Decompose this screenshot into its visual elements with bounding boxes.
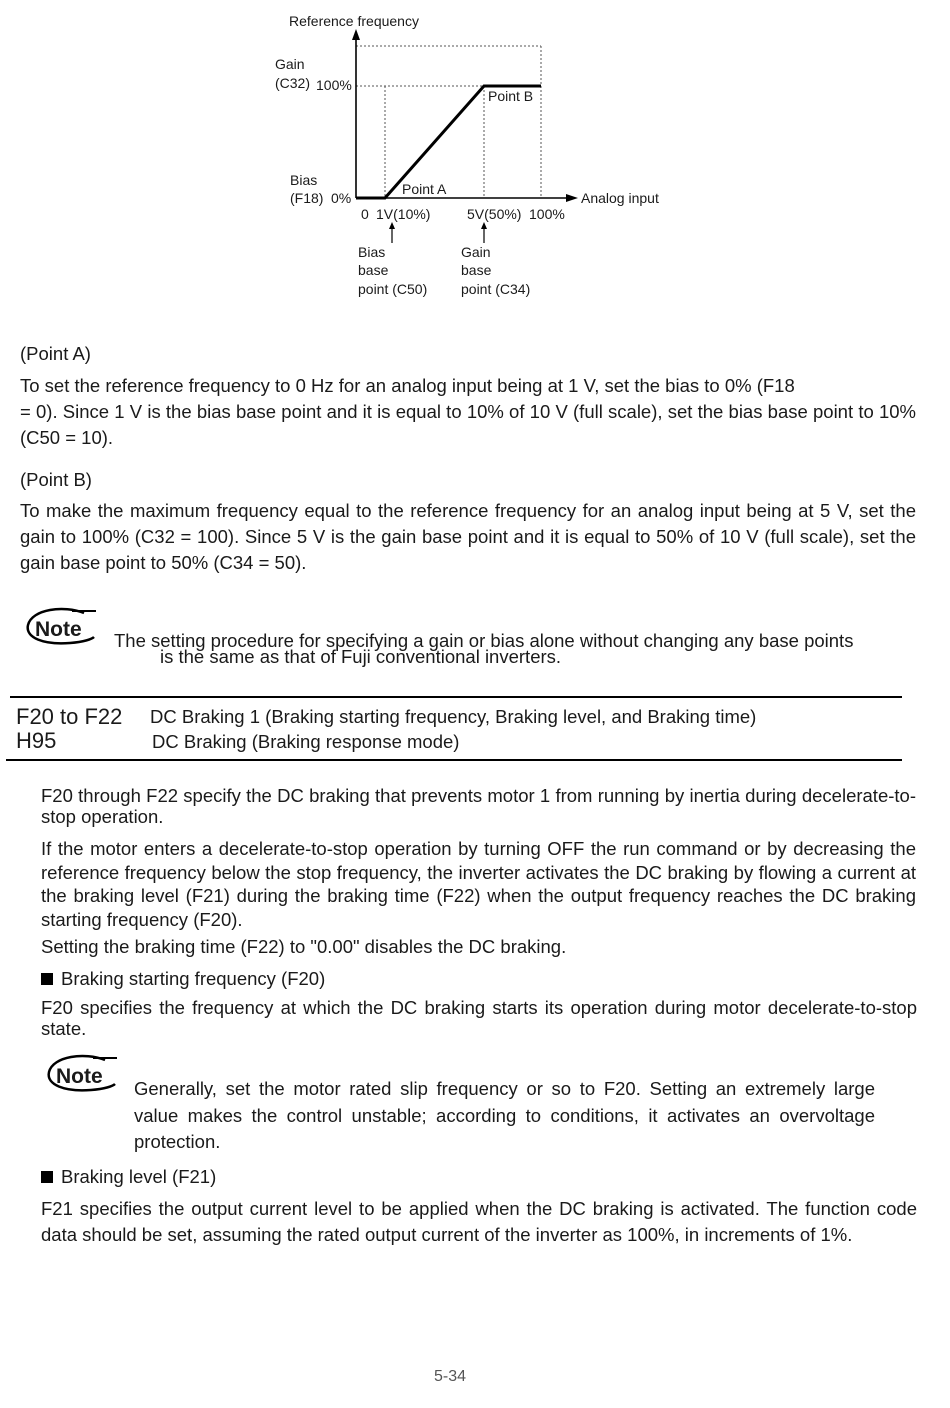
note-icon bbox=[45, 1054, 119, 1094]
gain-value-label: 100% bbox=[316, 77, 352, 93]
gain-base-label-1: Gain bbox=[461, 244, 491, 260]
braking-level-text: F21 specifies the output current level to be applied when the DC braking is activated. The function code data should be set, assuming the rated output current of the inverter as 100%, in increments of 1%. bbox=[41, 1198, 917, 1245]
bias-base-arrowhead bbox=[389, 222, 395, 229]
braking-start-text: F20 specifies the frequency at which the DC braking starts its operation during motor decelerate-to-stop state. bbox=[41, 997, 917, 1039]
gain-bias-figure bbox=[0, 0, 950, 310]
point-b-text: To make the maximum frequency equal to the reference frequency for an analog input being at 5 V, set the gain to 100% (C32 = 100). Since 5 V is the gain base point and it is equal to 50% of 10 V (full scale), set the gain base point to 50% (C34 = 50). bbox=[20, 500, 916, 573]
subheading-braking-start bbox=[41, 968, 325, 990]
section-rule-bottom bbox=[6, 759, 902, 761]
bias-base-label-1: Bias bbox=[358, 244, 386, 260]
bias-base-label-3: point (C50) bbox=[358, 281, 428, 297]
tick-label-0: 0 bbox=[361, 206, 369, 222]
note-icon-label: Note bbox=[35, 618, 82, 641]
note1-line2: is the same as that of Fuji conventional inverters. bbox=[160, 646, 562, 667]
tick-label-100: 100% bbox=[529, 206, 565, 222]
tick-label-5v: 5V(50%) bbox=[467, 206, 522, 222]
body-paragraph-2: If the motor enters a decelerate-to-stop operation by turning OFF the run command or by decreasing the reference frequency below the stop frequency, the inverter activates the DC braking by flowing a current at the braking level (F21) during the braking time (F22) when the output frequency reaches the DC braking starting frequency (F20). bbox=[41, 838, 916, 930]
square-bullet-icon bbox=[41, 1171, 53, 1183]
note1-line1: The setting procedure for specifying a gain or bias alone without changing any base points bbox=[114, 630, 854, 651]
section-title-2: DC Braking (Braking response mode) bbox=[152, 731, 460, 752]
point-b-heading: (Point B) bbox=[20, 469, 92, 490]
page-number: 5-34 bbox=[433, 1368, 467, 1385]
square-bullet-icon bbox=[41, 973, 53, 985]
gain-base-label-2: base bbox=[461, 262, 492, 278]
point-a-text: = 0). Since 1 V is the bias base point and it is equal to 10% of 10 V (full scale), set the bias base point to 10% (C50 = 10). bbox=[20, 401, 916, 448]
section-title-1: DC Braking 1 (Braking starting frequency, Braking level, and Braking time) bbox=[150, 706, 757, 727]
point-a-heading: (Point A) bbox=[20, 343, 91, 364]
gain-base-arrowhead bbox=[481, 222, 487, 229]
point-a-label: Point A bbox=[402, 181, 447, 197]
section-code-1: F20 to F22 bbox=[16, 704, 123, 729]
body-paragraph-1: F20 through F22 specify the DC braking that prevents motor 1 from running by inertia during decelerate-to-stop operation. bbox=[41, 785, 916, 827]
bias-base-label-2: base bbox=[358, 262, 389, 278]
bias-code-label: (F18) bbox=[290, 190, 324, 206]
x-axis-arrow bbox=[566, 194, 578, 202]
note-icon-label: Note bbox=[56, 1065, 103, 1088]
body-paragraph-3: Setting the braking time (F22) to "0.00" disables the DC braking. bbox=[41, 936, 567, 957]
gain-label: Gain bbox=[275, 56, 305, 72]
bias-label: Bias bbox=[290, 172, 318, 188]
gain-code-label: (C32) bbox=[275, 75, 311, 91]
subheading-braking-level bbox=[41, 1166, 216, 1188]
y-axis-arrow bbox=[352, 29, 360, 40]
note-icon bbox=[24, 607, 98, 647]
section-rule-top bbox=[10, 696, 902, 698]
section-code-2: H95 bbox=[16, 728, 57, 753]
subheading-braking-level-text: Braking level (F21) bbox=[61, 1166, 217, 1187]
point-b-label: Point B bbox=[488, 88, 534, 104]
bias-value-label: 0% bbox=[331, 190, 352, 206]
y-axis-label: Reference frequency bbox=[289, 13, 419, 29]
subheading-braking-start-text: Braking starting frequency (F20) bbox=[61, 968, 326, 989]
note2-text: Generally, set the motor rated slip frequency or so to F20. Setting an extremely large value makes the control unstable; according to conditions, it activates an overvoltage protection. bbox=[134, 1078, 875, 1152]
tick-label-1v: 1V(10%) bbox=[376, 206, 431, 222]
x-axis-label: Analog input bbox=[581, 190, 659, 206]
gain-base-label-3: point (C34) bbox=[461, 281, 531, 297]
point-a-text-line1: To set the reference frequency to 0 Hz for an analog input being at 1 V, set the bias to 0% (F18 bbox=[20, 375, 795, 396]
